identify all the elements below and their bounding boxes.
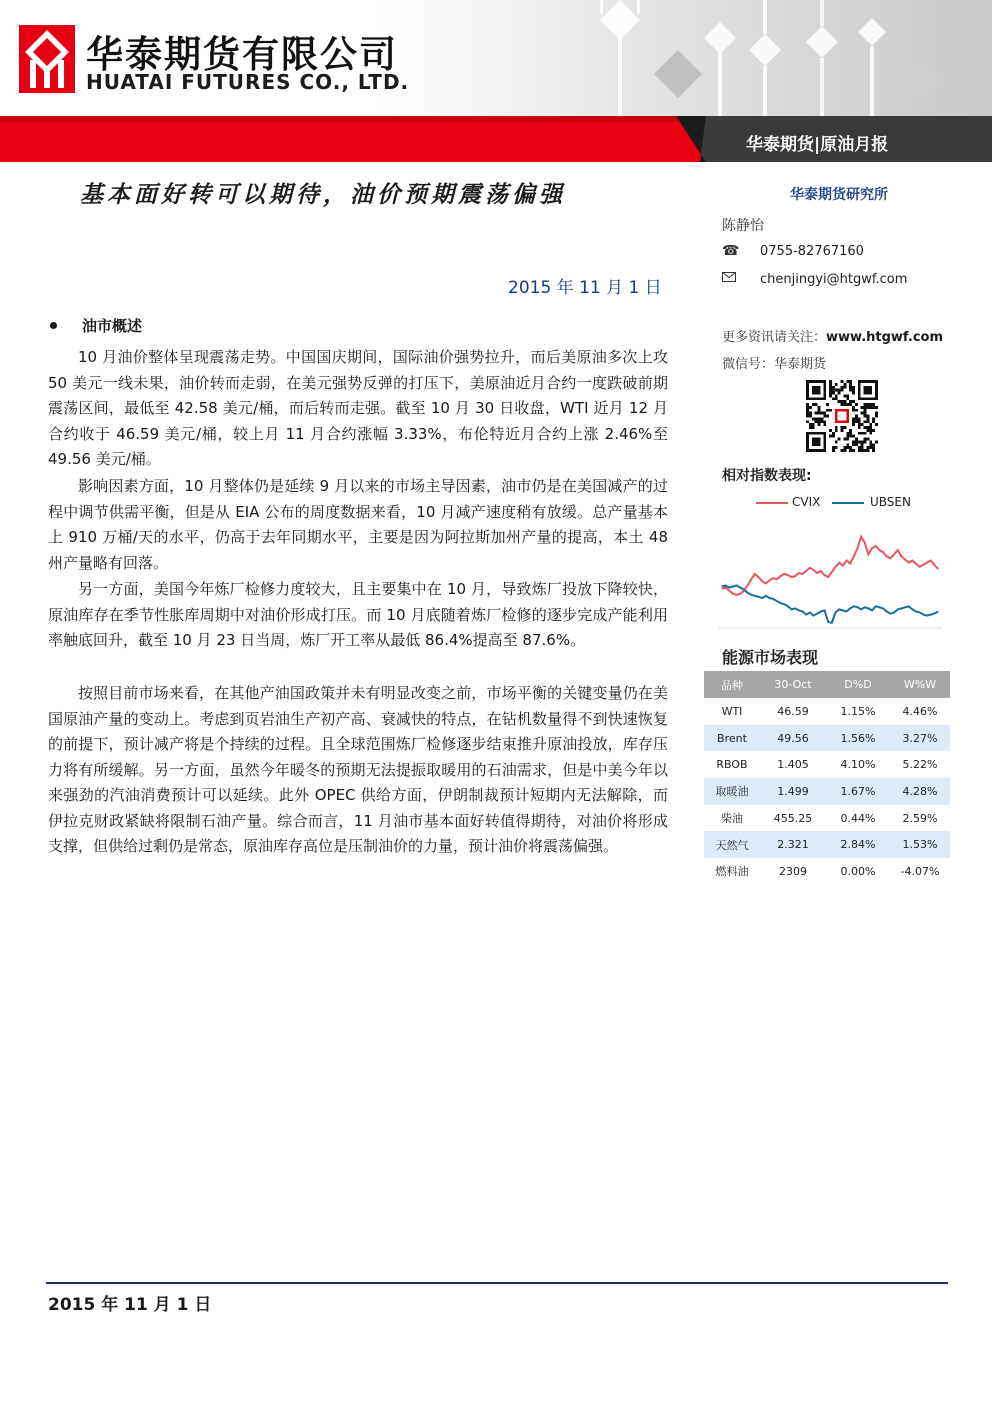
data-point-cvix: [861, 536, 862, 537]
data-point-ubsen: [937, 611, 938, 612]
data-point-cvix: [886, 556, 887, 557]
data-point-ubsen: [765, 595, 766, 596]
table-cell-price: 1.405: [777, 758, 809, 772]
table-cell-wow: 5.22%: [902, 758, 938, 772]
table-cell-wow: -4.07%: [900, 864, 940, 878]
data-point-cvix: [820, 570, 821, 571]
data-point-ubsen: [828, 621, 829, 622]
bullet-icon: [50, 322, 57, 329]
data-point-cvix: [850, 563, 851, 564]
data-point-cvix: [912, 560, 913, 561]
data-point-cvix: [740, 593, 741, 594]
data-point-ubsen: [824, 610, 825, 611]
table-cell-dod: 1.15%: [840, 704, 876, 718]
table-row: [704, 805, 950, 832]
legend-swatch-cvix: [756, 502, 788, 504]
data-point-ubsen: [743, 589, 744, 590]
data-point-ubsen: [875, 606, 876, 607]
data-point-ubsen: [725, 585, 726, 586]
table-cell-name: Brent: [704, 725, 760, 752]
table-cell-price: 2309: [779, 864, 807, 878]
data-point-ubsen: [776, 601, 777, 602]
data-point-ubsen: [798, 610, 799, 611]
data-point-ubsen: [729, 587, 730, 588]
data-point-ubsen: [923, 614, 924, 615]
data-point-ubsen: [901, 608, 902, 609]
table-cell-dod: 1.56%: [826, 725, 890, 752]
table-cell-name: 取暖油: [704, 778, 760, 805]
more-info-line: [722, 326, 943, 345]
data-point-cvix: [879, 550, 880, 551]
data-point-ubsen: [732, 586, 733, 587]
table-cell-wow: 4.28%: [890, 778, 950, 805]
data-point-cvix: [908, 562, 909, 563]
data-point-ubsen: [894, 612, 895, 613]
header-decoration-icon: [560, 0, 992, 116]
table-cell-name: WTI: [721, 704, 743, 718]
data-point-ubsen: [809, 612, 810, 613]
data-point-ubsen: [784, 604, 785, 605]
data-point-cvix: [784, 573, 785, 574]
more-info-label: 更多资讯请关注：: [722, 330, 827, 345]
data-point-cvix: [780, 576, 781, 577]
data-point-cvix: [751, 579, 752, 580]
data-point-cvix: [747, 585, 748, 586]
data-point-cvix: [795, 576, 796, 577]
table-cell-dod: 0.00%: [840, 864, 876, 878]
data-point-ubsen: [853, 606, 854, 607]
data-point-cvix: [901, 556, 902, 557]
data-point-cvix: [930, 560, 931, 561]
data-point-cvix: [725, 587, 726, 588]
report-date: 2015 年 11 月 1 日: [508, 278, 662, 298]
data-point-ubsen: [831, 622, 832, 623]
data-point-cvix: [864, 542, 865, 543]
data-point-ubsen: [934, 613, 935, 614]
data-point-ubsen: [754, 595, 755, 596]
table-header-cell: 30-Oct: [760, 671, 826, 698]
data-point-ubsen: [857, 607, 858, 608]
section-title: 油市概述: [82, 317, 143, 335]
data-point-ubsen: [791, 609, 792, 610]
data-point-cvix: [872, 547, 873, 548]
data-point-ubsen: [813, 615, 814, 616]
data-point-ubsen: [842, 610, 843, 611]
data-point-cvix: [905, 559, 906, 560]
data-point-cvix: [915, 563, 916, 564]
research-institute: 华泰期货研究所: [790, 187, 888, 203]
data-point-cvix: [842, 565, 843, 566]
table-cell-dod: 2.84%: [826, 831, 890, 858]
data-point-cvix: [787, 575, 788, 576]
data-point-cvix: [729, 590, 730, 591]
data-point-cvix: [857, 547, 858, 548]
data-point-cvix: [926, 562, 927, 563]
data-point-cvix: [791, 577, 792, 578]
data-point-ubsen: [762, 597, 763, 598]
table-header-cell: 品种: [704, 671, 760, 698]
mail-icon: [722, 272, 736, 282]
table-header-cell: D%D: [826, 671, 890, 698]
table-cell-wow: 3.27%: [890, 725, 950, 752]
table-row: [704, 751, 950, 778]
data-point-ubsen: [769, 597, 770, 598]
table-cell-dod: 0.44%: [840, 811, 876, 825]
data-point-ubsen: [740, 587, 741, 588]
series-line-ubsen: [722, 586, 938, 623]
data-point-cvix: [923, 564, 924, 565]
data-point-ubsen: [802, 611, 803, 612]
data-point-cvix: [802, 573, 803, 574]
analyst-name: 陈静怡: [722, 218, 764, 234]
company-name-en: HUATAI FUTURES CO., LTD.: [86, 70, 410, 94]
data-point-ubsen: [820, 611, 821, 612]
data-point-cvix: [743, 590, 744, 591]
table-cell-name: 柴油: [721, 812, 743, 826]
data-point-cvix: [762, 581, 763, 582]
body-paragraph: 10 月油价整体呈现震荡走势。中国国庆期间，国际油价强势拉升，而后美原油多次上攻 50 美元一线未果，油价转而走弱，在美元强势反弹的打压下，美原油近月合约一度跌破前期震荡区间，最低至 42.58 美元/桶，而后转而走强。截至 10 月 30 日收盘，WTI 近月 12 月合约收于 46.59 美元/桶，较上月 11 月合约涨幅 3.33%，布伦特近月合约上涨 2.46%至 49.56 美元/桶。: [48, 348, 668, 468]
data-point-ubsen: [736, 585, 737, 586]
table-cell-name: 燃料油: [715, 865, 749, 879]
table-row: [704, 778, 950, 805]
data-point-ubsen: [787, 606, 788, 607]
data-point-cvix: [831, 571, 832, 572]
data-point-ubsen: [926, 615, 927, 616]
analyst-phone[interactable]: 0755-82767160: [760, 244, 864, 259]
data-point-cvix: [868, 554, 869, 555]
data-point-ubsen: [850, 608, 851, 609]
table-cell-name: RBOB: [716, 758, 748, 772]
data-point-ubsen: [835, 612, 836, 613]
energy-market-table: [704, 671, 950, 885]
table-cell-price: 1.499: [760, 778, 826, 805]
data-point-cvix: [937, 568, 938, 569]
data-point-ubsen: [872, 610, 873, 611]
data-point-cvix: [828, 577, 829, 578]
data-point-cvix: [769, 580, 770, 581]
data-point-cvix: [846, 560, 847, 561]
data-point-ubsen: [890, 613, 891, 614]
data-point-cvix: [765, 583, 766, 584]
phone-icon: ☎: [722, 243, 740, 259]
data-point-ubsen: [846, 611, 847, 612]
data-point-cvix: [883, 552, 884, 553]
data-point-cvix: [758, 577, 759, 578]
website-link[interactable]: www.htgwf.com: [826, 330, 944, 345]
data-point-cvix: [773, 578, 774, 579]
data-point-cvix: [809, 567, 810, 568]
data-point-cvix: [736, 594, 737, 595]
table-cell-price: 455.25: [773, 811, 813, 825]
data-point-ubsen: [919, 612, 920, 613]
relative-index-chart: [718, 517, 942, 629]
data-point-cvix: [732, 593, 733, 594]
data-point-ubsen: [912, 609, 913, 610]
data-point-ubsen: [751, 594, 752, 595]
data-point-ubsen: [817, 613, 818, 614]
table-row: [704, 858, 950, 885]
legend-label-cvix: CVIX: [792, 495, 821, 509]
data-point-ubsen: [773, 598, 774, 599]
body-paragraph: 另一方面，美国今年炼厂检修力度较大，且主要集中在 10 月，导致炼厂投放下降较快，原油库存在季节性胀库周期中对油价形成打压。而 10 月底随着炼厂检修的逐步完成产能利用率触底回升，截至 10 月 23 日当周，炼厂开工率从最低 86.4%提高至 87.6%。: [48, 580, 668, 649]
table-cell-wow: 4.46%: [902, 704, 938, 718]
data-point-cvix: [798, 572, 799, 573]
data-point-ubsen: [883, 608, 884, 609]
table-row: [704, 725, 950, 752]
footer-date: 2015 年 11 月 1 日: [48, 1295, 212, 1315]
data-point-ubsen: [897, 609, 898, 610]
table-cell-price: 49.56: [760, 725, 826, 752]
table-row: [704, 698, 950, 725]
table-cell-dod: 1.67%: [826, 778, 890, 805]
company-name-cn: 华泰期货有限公司: [86, 33, 398, 76]
data-point-ubsen: [747, 592, 748, 593]
data-point-cvix: [934, 564, 935, 565]
data-point-ubsen: [780, 603, 781, 604]
table-cell-price: 46.59: [777, 704, 809, 718]
body-paragraph: 影响因素方面，10 月整体仍是延续 9 月以来的市场主导因素，油市仍是在美国减产的过程中调节供需平衡，但是从 EIA 公布的周度数据来看，10 月减产速度稍有放缓。总产量基本上 910 万桶/天的水平，仍高于去年同期水平，主要是因为阿拉斯加州产量的提高，本土 48 州产量略有回落。: [48, 477, 668, 572]
analyst-email[interactable]: chenjingyi@htgwf.com: [760, 272, 908, 287]
energy-market-title: 能源市场表现: [722, 648, 819, 667]
data-point-ubsen: [758, 596, 759, 597]
data-point-cvix: [806, 570, 807, 571]
data-point-ubsen: [915, 611, 916, 612]
table-header-row: [704, 671, 950, 698]
table-cell-price: 2.321: [760, 831, 826, 858]
table-cell-dod: 4.10%: [840, 758, 876, 772]
data-point-cvix: [919, 566, 920, 567]
data-point-ubsen: [908, 606, 909, 607]
series-line-cvix: [722, 537, 938, 595]
data-point-cvix: [875, 545, 876, 546]
data-point-cvix: [890, 558, 891, 559]
table-cell-name: 天然气: [704, 831, 760, 858]
data-point-cvix: [824, 575, 825, 576]
data-point-ubsen: [930, 614, 931, 615]
table-header-cell: W%W: [890, 671, 950, 698]
legend-swatch-ubsen: [832, 502, 864, 504]
data-point-cvix: [839, 562, 840, 563]
data-point-ubsen: [864, 607, 865, 608]
data-point-ubsen: [905, 607, 906, 608]
data-point-ubsen: [879, 607, 880, 608]
report-series-label: 华泰期货|原油月报: [746, 135, 889, 155]
huatai-logo-icon: [18, 24, 76, 94]
data-point-cvix: [897, 550, 898, 551]
data-point-cvix: [721, 588, 722, 589]
data-point-cvix: [894, 554, 895, 555]
data-point-cvix: [754, 573, 755, 574]
data-point-ubsen: [839, 609, 840, 610]
table-cell-wow: 1.53%: [890, 831, 950, 858]
qr-code-icon: [806, 380, 878, 452]
report-headline: 基本面好转可以期待，油价预期震荡偏强: [80, 181, 566, 208]
table-row: [704, 831, 950, 858]
body-paragraph: 按照目前市场来看，在其他产油国政策并未有明显改变之前，市场平衡的关键变量仍在美国原油产量的变动上。考虑到页岩油生产初产高、衰减快的特点，在钻机数量得不到快速恢复的前提下，预计减产将是个持续的过程。且全球范围炼厂检修逐步结束推升原油投放，库存压力将有所缓解。另一方面，虽然今年暖冬的预期无法提振取暖用的石油需求，但是中美今年以来强劲的汽油消费预计可以延续。此外 OPEC 供给方面，伊朗制裁预计短期内无法解除，而伊拉克财政紧缺将限制石油产量。综合而言，11 月油市基本面好转值得期待，对油价将形成支撑，但供给过剩仍是常态，原油库存高位是压制油价的力量，预计油价将震荡偏强。: [48, 684, 668, 855]
data-point-ubsen: [806, 614, 807, 615]
data-point-cvix: [776, 579, 777, 580]
relative-index-title: 相对指数表现:: [722, 468, 812, 484]
wechat-id: 微信号：华泰期货: [722, 357, 827, 372]
data-point-ubsen: [721, 586, 722, 587]
data-point-ubsen: [795, 608, 796, 609]
data-point-cvix: [817, 572, 818, 573]
table-cell-wow: 2.59%: [902, 811, 938, 825]
data-point-ubsen: [861, 609, 862, 610]
data-point-ubsen: [868, 608, 869, 609]
data-point-cvix: [813, 569, 814, 570]
data-point-cvix: [835, 566, 836, 567]
footer-rule: [46, 1282, 948, 1284]
data-point-cvix: [853, 556, 854, 557]
data-point-ubsen: [886, 611, 887, 612]
legend-label-ubsen: UBSEN: [870, 495, 911, 509]
